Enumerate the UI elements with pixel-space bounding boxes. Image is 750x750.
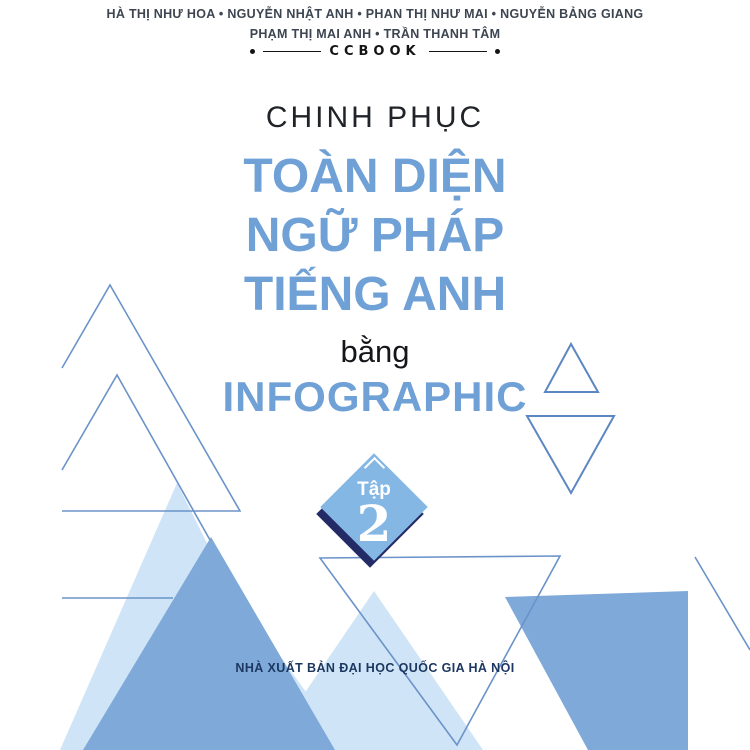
publisher-name: NHÀ XUẤT BẢN ĐẠI HỌC QUỐC GIA HÀ NỘI xyxy=(235,661,515,675)
author-names-line2: PHẠM THỊ MAI ANH • TRẦN THANH TÂM xyxy=(249,27,501,41)
logo-left-rule xyxy=(263,51,321,53)
outline-line-right-edge xyxy=(695,557,750,650)
outline-triangle-down xyxy=(527,416,614,493)
badge-number: 2 xyxy=(356,494,392,553)
title-line-3: TIẾNG ANH xyxy=(243,268,507,321)
logo-left-dot-icon xyxy=(250,49,255,54)
title-line-1: TOÀN DIỆN xyxy=(243,150,507,203)
author-names-line1: HÀ THỊ NHƯ HOA • NGUYỄN NHẬT ANH • PHAN THỊ NHƯ MAI • NGUYỄN BẢNG GIANG xyxy=(106,7,644,21)
title-connector: bằng xyxy=(340,334,410,369)
title-emphasis: INFOGRAPHIC xyxy=(222,373,528,420)
logo-text: CCBOOK xyxy=(329,44,421,59)
title-intro: CHINH PHỤC xyxy=(265,101,485,134)
publisher-logo xyxy=(0,44,750,59)
logo-right-rule xyxy=(429,51,487,53)
title-line-2: NGỮ PHÁP xyxy=(245,209,505,262)
logo-right-dot-icon xyxy=(495,49,500,54)
badge-label: Tập xyxy=(357,479,391,500)
